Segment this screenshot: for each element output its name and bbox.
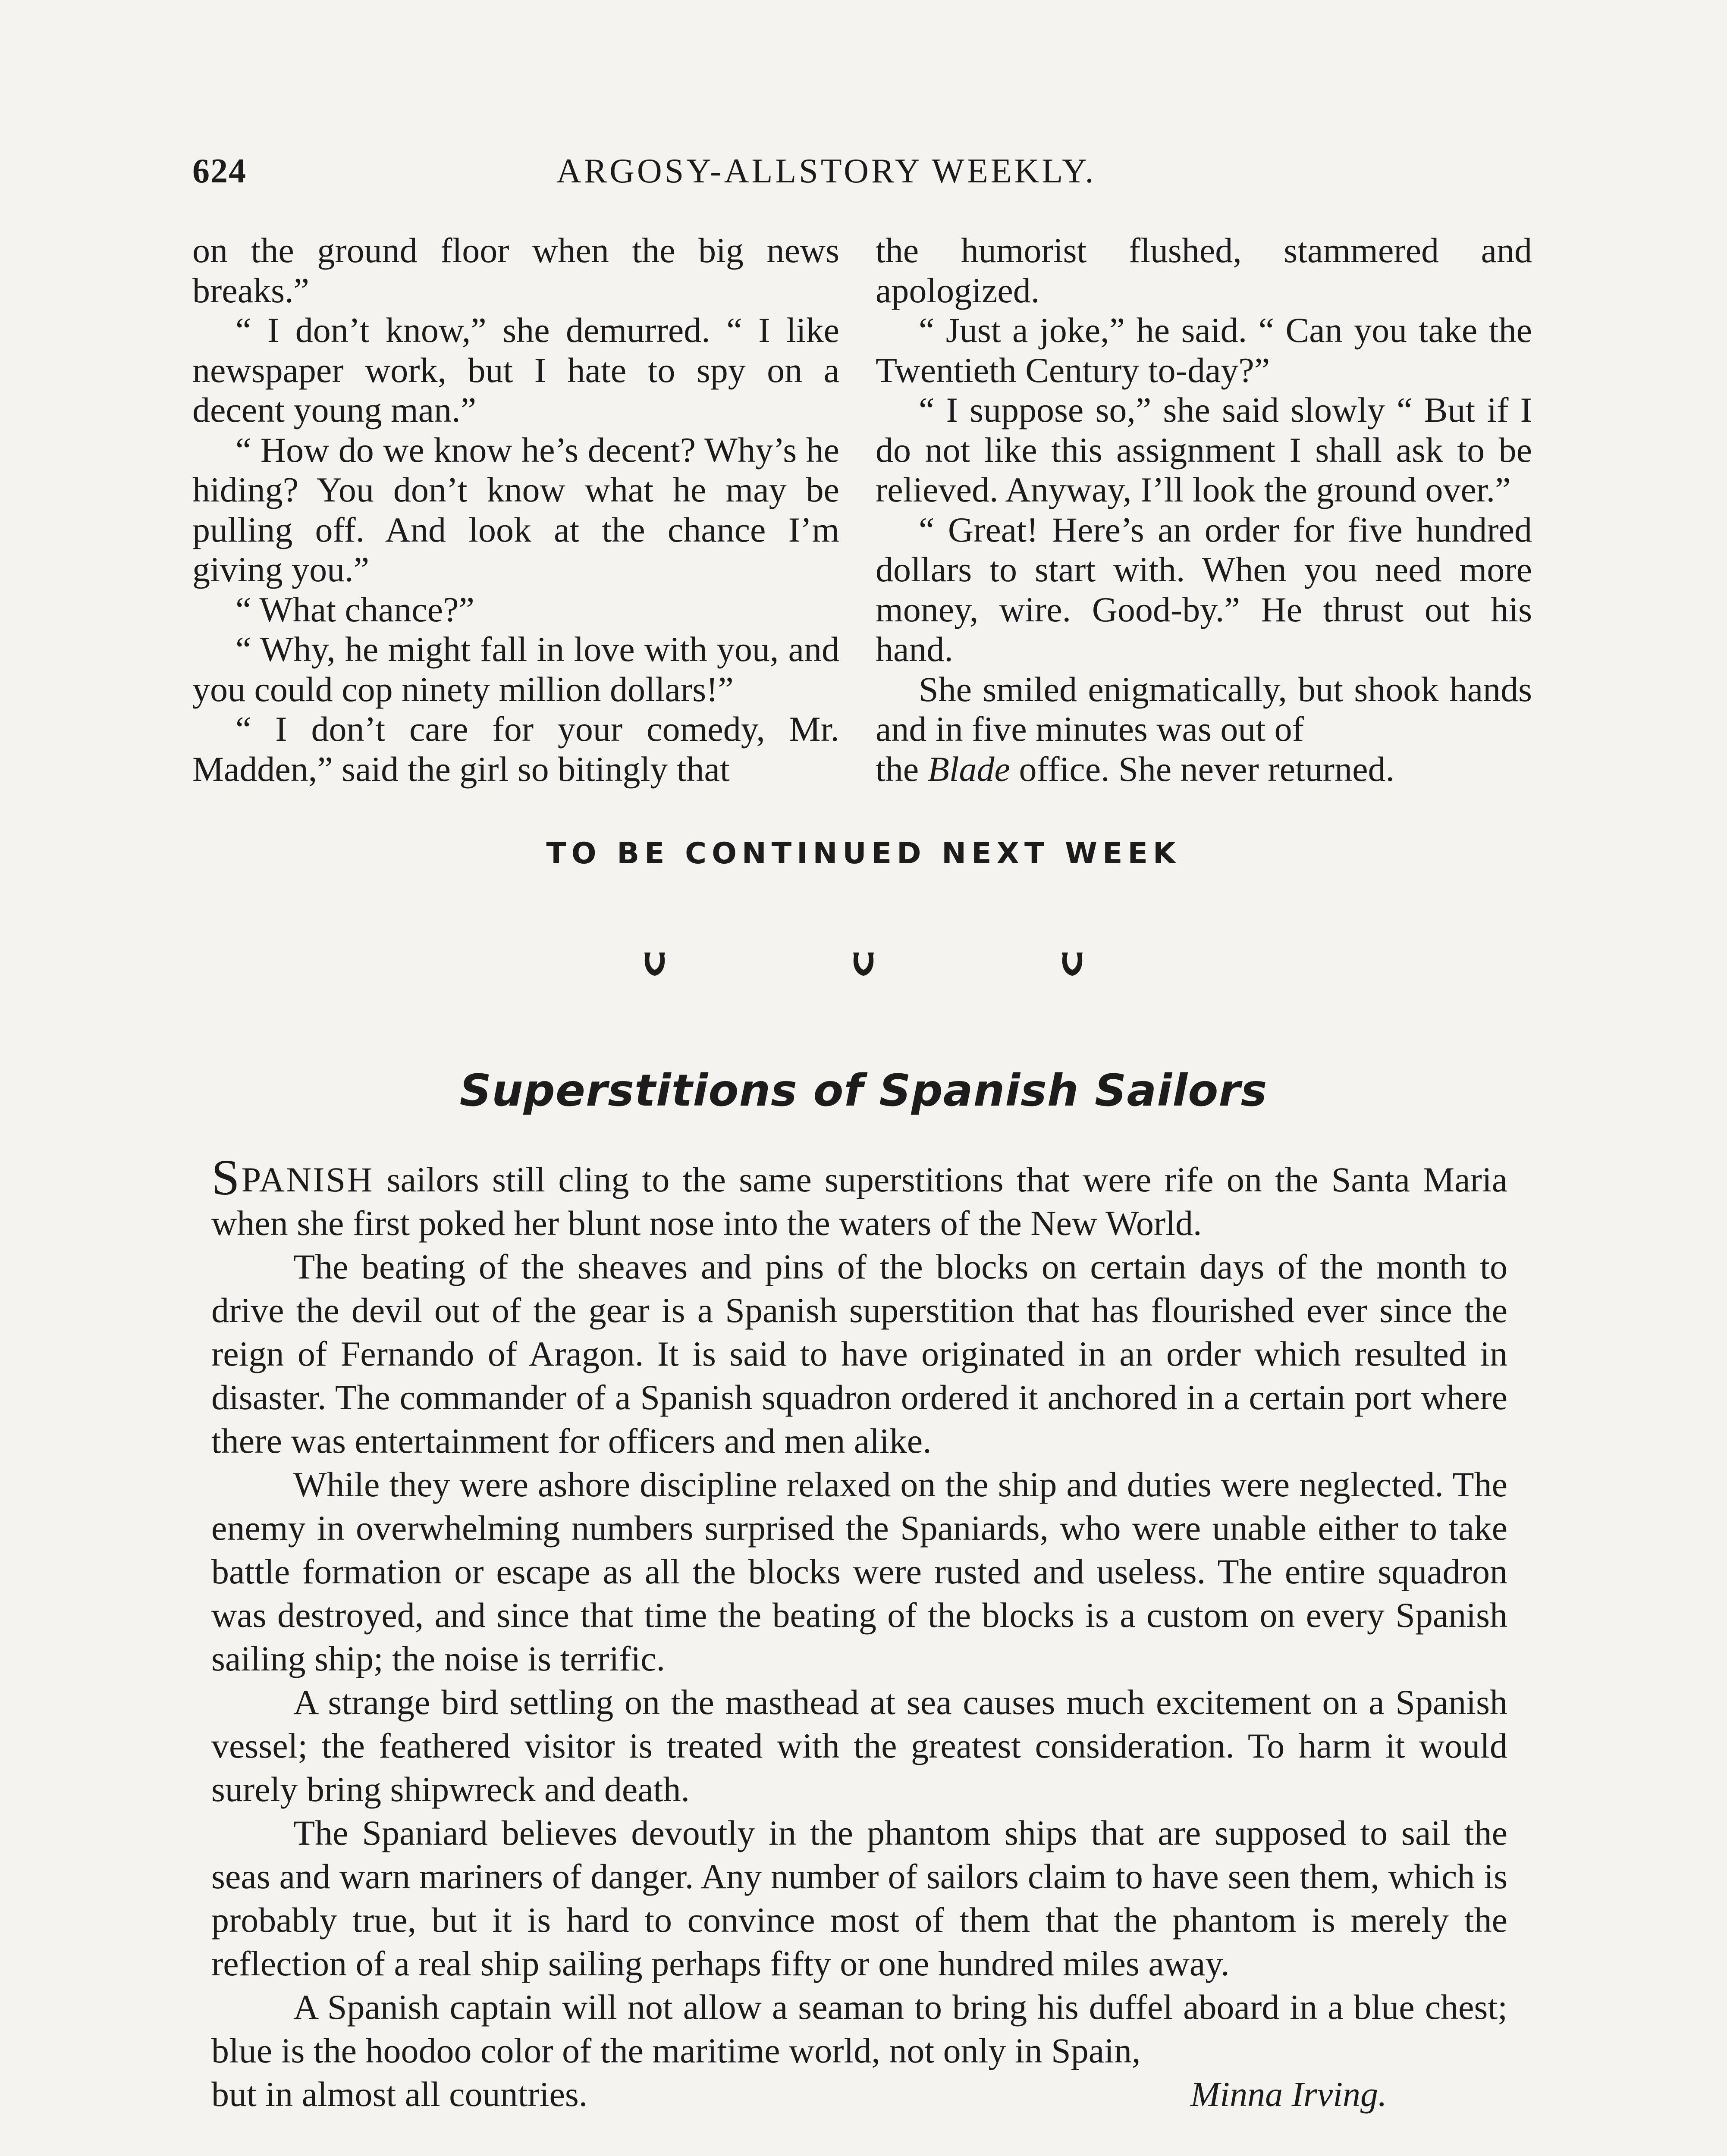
left-paragraph: “ I don’t care for your comedy, Mr. Madden,” said the girl so bitingly that (192, 709, 839, 789)
article-paragraph: The beating of the sheaves and pins of the blocks on certain days of the month to drive the devil out of the gear is a Spanish superstition that has flourished ever since the reign of Fernando of Aragon. It is said to have originated in an order which resulted in disaster. The commander of a Spanish squadron ordered it anchored in a certain port where there was entertainment for officers and men alike. (211, 1247, 1507, 1460)
left-paragraph: on the ground floor when the big news breaks.” (192, 231, 839, 310)
left-column (192, 231, 839, 789)
author-signature: Minna Irving. (1190, 2075, 1387, 2114)
horseshoe-ornament-icon (851, 951, 876, 978)
article-paragraph: A Spanish captain will not allow a seaman to bring his duffel aboard in a blue chest; blue is the hoodoo color of the maritime world, not only in Spain, (211, 1987, 1507, 2070)
article-body (211, 1149, 1507, 2116)
right-paragraph: “ Great! Here’s an order for five hundred dollars to start with. When you need more money, wire. Good-by.” He thrust out his hand. (876, 510, 1532, 669)
closing-line (211, 2072, 1507, 2116)
newspaper-name: Blade (927, 749, 1010, 789)
left-paragraph: “ Why, he might fall in love with you, and you could cop ninety million dollars!” (192, 630, 839, 709)
final-line-end: office. She never returned. (1010, 749, 1394, 789)
right-paragraph: the humorist flushed, stammered and apologized. (876, 231, 1532, 310)
final-line-start: the (876, 749, 928, 789)
first-paragraph-text: sailors still cling to the same superstitions that were rife on the Santa Maria when she first poked her blunt nose into the waters of the New World. (211, 1160, 1507, 1243)
left-paragraph: “ How do we know he’s decent? Why’s he hiding? You don’t know what he may be pulling off. And look at the chance I’m giving you.” (192, 430, 839, 589)
drop-cap: S (211, 1149, 240, 1206)
section-divider (0, 951, 1727, 980)
horseshoe-ornament-icon (1059, 951, 1085, 978)
horseshoe-ornament-icon (642, 951, 668, 978)
page-number: 624 (192, 152, 247, 190)
lead-caps: PANISH (241, 1160, 374, 1199)
continued-notice: TO BE CONTINUED NEXT WEEK (546, 837, 1181, 871)
right-paragraph: She smiled enigmatically, but shook hands and in five minutes was out of (876, 669, 1532, 749)
left-paragraph: “ What chance?” (236, 589, 474, 629)
article-paragraph: While they were ashore discipline relaxed on the ship and duties were neglected. The enemy in overwhelming numbers surprised the Spaniards, who were unable either to take battle formation or escape as all the blocks were rusted and useless. The entire squadron was destroyed, and since that time the beating of the blocks is a custom on every Spanish sailing ship; the noise is terrific. (211, 1465, 1507, 1678)
article-paragraph-first (211, 1149, 1507, 1245)
right-paragraph-final (876, 749, 1532, 790)
article-title: Superstitions of Spanish Sailors (459, 1065, 1268, 1116)
right-paragraph: “ Just a joke,” he said. “ Can you take the Twentieth Century to-day?” (876, 310, 1532, 390)
right-paragraph: “ I suppose so,” she said slowly “ But if I do not like this assignment I shall ask to be relieved. Anyway, I’ll look the ground over.” (876, 390, 1532, 509)
article-paragraph: A strange bird settling on the masthead at sea causes much excitement on a Spanish vessel; the feathered visitor is treated with the greatest consideration. To harm it would surely bring shipwreck and death. (211, 1683, 1507, 1809)
right-column (876, 231, 1532, 789)
article-paragraph: The Spaniard believes devoutly in the phantom ships that are supposed to sail the seas and warn mariners of danger. Any number of sailors claim to have seen them, which is probably true, but it is hard to convince most of them that the phantom is merely the reflection of a real ship sailing perhaps fifty or one hundred miles away. (211, 1813, 1507, 1983)
running-head: ARGOSY-ALLSTORY WEEKLY. (556, 152, 1096, 190)
closing-text: but in almost all countries. (211, 2075, 588, 2114)
left-paragraph: “ I don’t know,” she demurred. “ I like newspaper work, but I hate to spy on a decent young man.” (192, 310, 839, 429)
